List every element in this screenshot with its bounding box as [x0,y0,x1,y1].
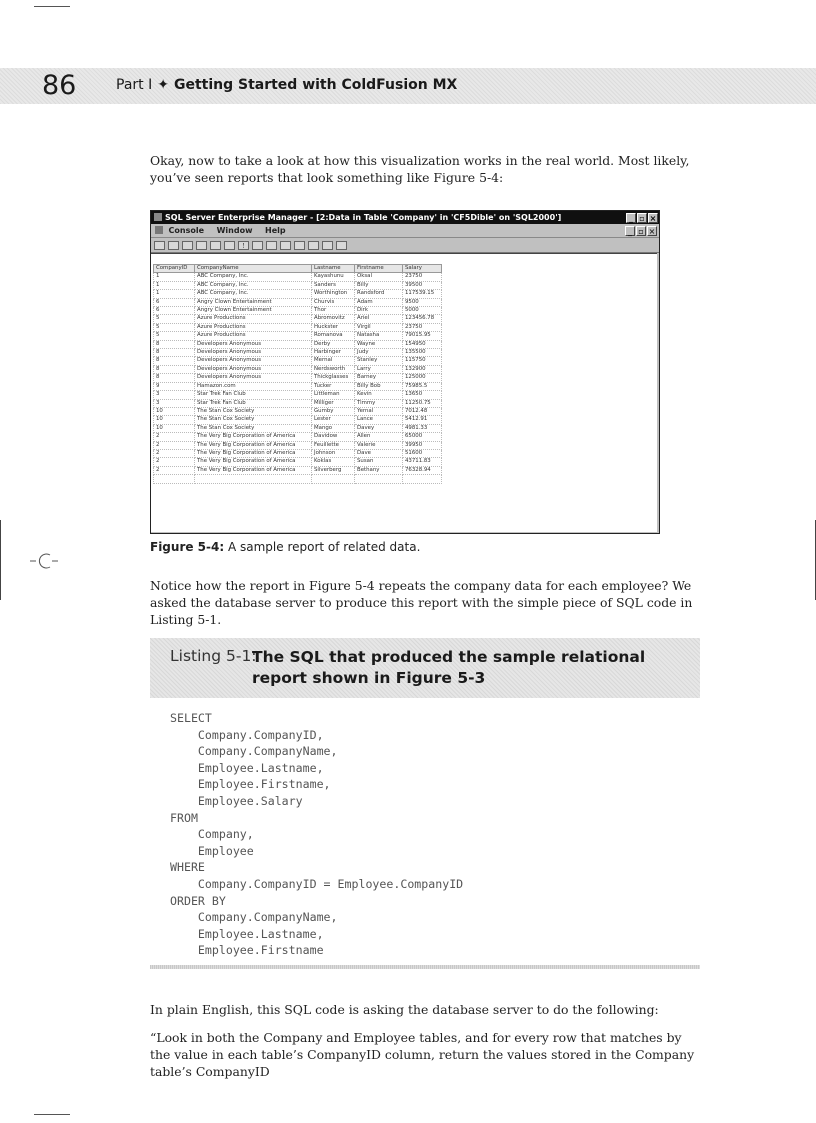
grid-cell[interactable]: 135500 [403,349,442,357]
code-line: ORDER BY [170,893,226,908]
table-row[interactable] [154,298,442,306]
grid-cell[interactable]: 125000 [403,374,442,382]
table-row[interactable] [154,416,442,424]
listing-label: Listing 5-1: [170,647,257,665]
sql-code-listing [170,710,463,959]
grid-cell[interactable]: Developers Anonymous [195,349,312,357]
grid-cell[interactable]: Nerdsworth [312,365,355,373]
grid-cell[interactable]: 2 [154,466,195,474]
grid-cell[interactable]: Adam [355,298,403,306]
toolbar-button[interactable] [154,241,165,250]
toolbar-button[interactable] [168,241,179,250]
table-row[interactable] [154,433,442,441]
table-row[interactable] [154,340,442,348]
code-line: Employee.Firstname [170,943,324,958]
page-number: 86 [42,70,77,101]
grid-cell[interactable]: Sanders [312,281,355,289]
table-row[interactable] [154,307,442,315]
registration-mark [30,551,60,571]
table-row[interactable] [154,357,442,365]
grid-cell[interactable]: Star Trek Fan Club [195,399,312,407]
grid-cell[interactable]: Churvis [312,298,355,306]
table-row[interactable] [154,458,442,466]
grid-cell[interactable]: 8 [154,365,195,373]
app-icon [154,213,162,221]
code-line: Employee.Salary [170,793,303,808]
grid-cell[interactable]: 39500 [403,281,442,289]
child-close-icon[interactable]: × [648,227,656,236]
intro-paragraph: Okay, now to take a look at how this visualization works in the real world. Most likely, you’ve seen reports that look something like Figure 5-4: [150,153,690,185]
plain-english-paragraph: In plain English, this SQL code is asking the database server to do the following: [150,1002,659,1017]
grid-cell[interactable]: 65000 [403,433,442,441]
grid-cell[interactable]: Abromovitz [312,315,355,323]
table-row[interactable] [154,290,442,298]
results-grid [153,264,442,484]
grid-cell[interactable]: Hamazon.com [195,382,312,390]
grid-cell[interactable]: Littleman [312,391,355,399]
grid-cell[interactable]: Feuillette [312,441,355,449]
grid-cell[interactable]: Developers Anonymous [195,357,312,365]
figure-caption [150,540,420,554]
grid-cell[interactable]: Developers Anonymous [195,374,312,382]
toolbar-button[interactable] [182,241,193,250]
grid-cell-empty[interactable] [195,475,312,483]
grid-cell[interactable]: Thor [312,307,355,315]
grid-body [154,273,442,483]
code-line: Employee.Lastname, [170,760,324,775]
grid-cell[interactable]: Developers Anonymous [195,365,312,373]
delete-icon[interactable] [308,241,319,250]
maximize-icon[interactable]: ▫ [637,213,647,223]
table-row[interactable] [154,365,442,373]
grid-cell[interactable]: 6 [154,298,195,306]
menu-help[interactable]: Help [265,226,286,235]
toolbar-button[interactable] [196,241,207,250]
grid-cell[interactable]: Derby [312,340,355,348]
grid-cell[interactable]: Stanley [355,357,403,365]
code-line: Employee.Lastname, [170,926,324,941]
grid-cell[interactable]: Mernal [312,357,355,365]
grid-cell[interactable]: 3 [154,399,195,407]
grid-cell[interactable]: 7012.48 [403,407,442,415]
sort-asc-icon[interactable] [280,241,291,250]
listing-header [150,638,700,698]
grid-cell[interactable]: Barney [355,374,403,382]
grid-cell[interactable]: 115750 [403,357,442,365]
grid-cell[interactable]: The Very Big Corporation of America [195,466,312,474]
column-header-firstname[interactable]: Firstname [355,265,403,273]
grid-cell[interactable]: 5 [154,323,195,331]
grid-cell[interactable]: 8 [154,357,195,365]
grid-cell[interactable]: 1 [154,273,195,281]
code-line: Company.CompanyName, [170,744,338,759]
grid-cell[interactable]: Thickglasses [312,374,355,382]
grid-cell[interactable]: Angry Clown Entertainment [195,307,312,315]
grid-cell[interactable]: Allen [355,433,403,441]
grid-cell[interactable]: Romanova [312,332,355,340]
table-row[interactable] [154,424,442,432]
grid-cell[interactable]: 2 [154,449,195,457]
toolbar-button[interactable] [224,241,235,250]
table-row[interactable] [154,281,442,289]
grid-cell[interactable]: Yernal [355,407,403,415]
grid-cell[interactable]: 6 [154,307,195,315]
console-icon [155,226,163,234]
code-line: Employee [170,843,254,858]
grid-cell[interactable]: Billy Bob [355,382,403,390]
grid-cell[interactable]: 8 [154,374,195,382]
grid-cell[interactable]: Bethany [355,466,403,474]
menu-console[interactable]: Console [168,226,205,235]
grid-cell-empty[interactable] [355,475,403,483]
code-line: FROM [170,810,198,825]
code-line: Company.CompanyID, [170,727,324,742]
code-line: Company.CompanyID = Employee.CompanyID [170,876,464,891]
grid-cell[interactable]: 2 [154,458,195,466]
grid-cell[interactable]: 23750 [403,323,442,331]
grid-cell[interactable]: 9500 [403,298,442,306]
notice-paragraph: Notice how the report in Figure 5-4 repeats the company data for each employee? We asked the database server to produce this report with the simple piece of SQL code in Listing 5-1. [150,578,693,627]
figure-label: Figure 5-4: [150,540,225,554]
new-record-row[interactable] [154,475,442,483]
grid-cell[interactable]: 5000 [403,307,442,315]
toolbar [151,238,659,253]
grid-cell[interactable]: Koklas [312,458,355,466]
column-header-lastname[interactable]: Lastname [312,265,355,273]
grid-cell[interactable]: Kayashunu [312,273,355,281]
sort-desc-icon[interactable] [294,241,305,250]
table-row[interactable] [154,407,442,415]
grid-cell[interactable]: Angry Clown Entertainment [195,298,312,306]
grid-cell[interactable]: The Very Big Corporation of America [195,458,312,466]
grid-cell[interactable]: Davidow [312,433,355,441]
toolbar-button[interactable] [210,241,221,250]
toolbar-button[interactable] [252,241,263,250]
new-object-icon[interactable] [336,241,347,250]
child-window-controls [624,225,657,238]
code-line: Company, [170,827,254,842]
table-row[interactable] [154,466,442,474]
crop-mark-bottom [34,1114,70,1115]
grid-cell[interactable]: Lance [355,416,403,424]
grid-header-row [154,265,442,273]
grid-cell[interactable]: Natasha [355,332,403,340]
table-row[interactable] [154,374,442,382]
side-mark-left [0,520,1,600]
table-row[interactable] [154,399,442,407]
grid-cell[interactable]: The Very Big Corporation of America [195,449,312,457]
table-row[interactable] [154,332,442,340]
table-row[interactable] [154,449,442,457]
grid-cell[interactable]: Virgil [355,323,403,331]
grid-cell[interactable]: Timmy [355,399,403,407]
table-row[interactable] [154,349,442,357]
grid-cell[interactable]: Kevin [355,391,403,399]
grid-cell[interactable]: 10 [154,424,195,432]
grid-cell[interactable]: Azure Productions [195,323,312,331]
grid-cell[interactable]: 79015.95 [403,332,442,340]
grid-cell[interactable]: 117539.15 [403,290,442,298]
column-header-salary[interactable]: Salary [403,265,442,273]
table-row[interactable] [154,315,442,323]
grid-cell[interactable]: Tucker [312,382,355,390]
grid-cell[interactable]: Silverberg [312,466,355,474]
minimize-icon[interactable]: _ [626,213,636,223]
child-minimize-icon[interactable]: _ [625,226,635,236]
grid-cell[interactable]: Huckster [312,323,355,331]
code-line: Company.CompanyName, [170,910,338,925]
part-label: Part I [116,77,153,93]
grid-cell[interactable]: 11250.75 [403,399,442,407]
grid-cell[interactable]: 39950 [403,441,442,449]
grid-cell[interactable]: The Stan Cox Society [195,416,312,424]
grid-cell[interactable]: 5 [154,315,195,323]
grid-cell[interactable]: Valerie [355,441,403,449]
chapter-title: Getting Started with ColdFusion MX [173,77,458,93]
child-restore-icon[interactable]: ▫ [636,226,646,236]
grid-cell[interactable]: Randsford [355,290,403,298]
grid-cell[interactable]: 10 [154,416,195,424]
grid-cell[interactable]: 5412.91 [403,416,442,424]
filter-icon[interactable] [266,241,277,250]
run-icon[interactable]: ! [238,241,249,250]
running-head [116,77,457,93]
grid-cell[interactable]: 8 [154,349,195,357]
grid-cell[interactable]: The Very Big Corporation of America [195,433,312,441]
grid-cell[interactable]: Larry [355,365,403,373]
grid-cell[interactable]: 23750 [403,273,442,281]
grid-cell-empty[interactable] [403,475,442,483]
grid-cell[interactable]: Wayne [355,340,403,348]
grid-cell[interactable]: Dirk [355,307,403,315]
table-row[interactable] [154,391,442,399]
sql-enterprise-manager-window [150,210,660,534]
listing-title: The SQL that produced the sample relational report shown in Figure 5-3 [252,648,646,687]
table-row[interactable] [154,441,442,449]
grid-cell[interactable]: ABC Company, Inc. [195,290,312,298]
grid-cell[interactable]: Billy [355,281,403,289]
grid-cell[interactable]: Star Trek Fan Club [195,391,312,399]
grid-cell-empty[interactable] [312,475,355,483]
grid-cell[interactable]: Susan [355,458,403,466]
grid-cell[interactable]: 8 [154,340,195,348]
separator-icon: ✦ [157,77,169,93]
grid-cell[interactable]: The Stan Cox Society [195,424,312,432]
grid-cell-empty[interactable] [154,475,195,483]
grid-cell[interactable]: 76328.94 [403,466,442,474]
grid-cell[interactable]: 9 [154,382,195,390]
grid-cell[interactable]: 75985.5 [403,382,442,390]
grid-cell[interactable]: 1 [154,290,195,298]
grid-cell[interactable]: Lester [312,416,355,424]
grid-cell[interactable]: 154950 [403,340,442,348]
grid-cell[interactable]: Milliger [312,399,355,407]
column-header-companyid[interactable]: CompanyID [154,265,195,273]
grid-cell[interactable]: Developers Anonymous [195,340,312,348]
grid-cell[interactable]: Judy [355,349,403,357]
grid-cell[interactable]: Harbinger [312,349,355,357]
grid-cell[interactable]: Mango [312,424,355,432]
code-line: SELECT [170,711,212,725]
grid-cell[interactable]: Azure Productions [195,315,312,323]
listing-bottom-rule [150,965,700,969]
grid-cell[interactable]: Dave [355,449,403,457]
grid-cell[interactable]: The Stan Cox Society [195,407,312,415]
grid-cell[interactable]: Johnson [312,449,355,457]
code-line: WHERE [170,860,205,875]
grid-cell[interactable]: 10 [154,407,195,415]
grid-cell[interactable]: 43711.83 [403,458,442,466]
menu-bar [151,224,659,238]
grid-cell[interactable]: 4981.33 [403,424,442,432]
grid-cell[interactable]: Gumby [312,407,355,415]
grid-cell[interactable]: 2 [154,441,195,449]
table-row[interactable] [154,382,442,390]
close-icon[interactable]: × [649,214,657,223]
menu-window[interactable]: Window [216,226,253,235]
figure-caption-text: A sample report of related data. [227,540,421,554]
properties-icon[interactable] [322,241,333,250]
crop-mark-top [34,6,70,7]
quote-paragraph: “Look in both the Company and Employee tables, and for every row that matches by the value in each table’s CompanyID column, return the values stored in the Company table’s CompanyID [150,1030,695,1079]
grid-cell[interactable]: 2 [154,433,195,441]
grid-cell[interactable]: Azure Productions [195,332,312,340]
column-header-companyname[interactable]: CompanyName [195,265,312,273]
window-title: SQL Server Enterprise Manager - [2:Data in Table 'Company' in 'CF5Dible' on 'SQL2000'] [165,213,562,222]
table-row[interactable] [154,273,442,281]
window-controls [625,212,658,224]
grid-cell[interactable]: ABC Company, Inc. [195,273,312,281]
grid-cell[interactable]: Ariel [355,315,403,323]
window-titlebar [151,211,659,224]
grid-cell[interactable]: 123456.78 [403,315,442,323]
table-row[interactable] [154,323,442,331]
grid-cell[interactable]: 132900 [403,365,442,373]
grid-cell[interactable]: 13650 [403,391,442,399]
grid-cell[interactable]: 51600 [403,449,442,457]
grid-cell[interactable]: 3 [154,391,195,399]
grid-cell[interactable]: Worthington [312,290,355,298]
grid-cell[interactable]: The Very Big Corporation of America [195,441,312,449]
grid-cell[interactable]: 5 [154,332,195,340]
grid-cell[interactable]: 1 [154,281,195,289]
grid-cell[interactable]: Oksal [355,273,403,281]
grid-cell[interactable]: Davey [355,424,403,432]
grid-cell[interactable]: ABC Company, Inc. [195,281,312,289]
results-grid-area [151,253,657,532]
code-line: Employee.Firstname, [170,777,331,792]
